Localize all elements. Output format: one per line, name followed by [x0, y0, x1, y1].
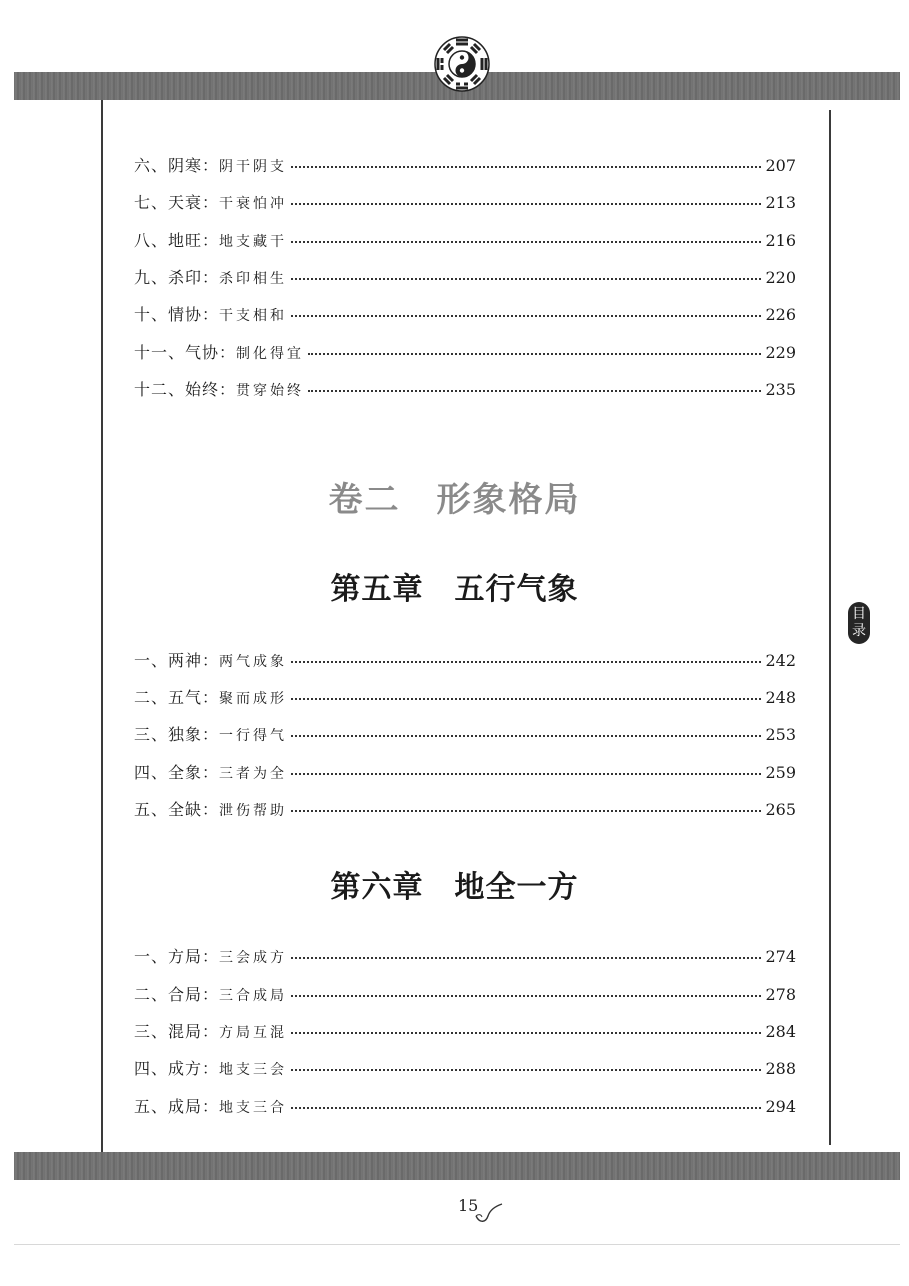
entry-title: 九、杀印： — [134, 268, 220, 287]
entry-title: 十二、始终： — [134, 380, 237, 399]
entry-page-number: 253 — [765, 725, 796, 744]
entry-title: 二、合局： — [134, 985, 220, 1004]
entry-page-number: 248 — [765, 688, 796, 707]
entry-page-number: 274 — [765, 947, 796, 966]
leader-dots — [291, 661, 761, 663]
leader-dots — [291, 241, 761, 243]
swash-ornament-icon — [474, 1202, 504, 1224]
entry-subtitle: 地支三会 — [219, 1062, 288, 1078]
entry-title: 十、情协： — [134, 305, 220, 324]
entry-page-number: 216 — [765, 231, 796, 250]
leader-dots — [291, 698, 761, 700]
entry-page-number: 242 — [765, 651, 796, 670]
entry-title: 一、两神： — [134, 651, 220, 670]
entry-subtitle: 两气成象 — [219, 654, 288, 670]
leader-dots — [291, 1032, 761, 1034]
entry-title: 十一、气协： — [134, 343, 237, 362]
side-tab-toc[interactable] — [848, 602, 870, 644]
toc-entry[interactable] — [134, 797, 796, 823]
entry-subtitle: 三会成方 — [219, 950, 288, 966]
entry-title: 七、天衰： — [134, 193, 220, 212]
entry-subtitle: 泄伤帮助 — [219, 803, 288, 819]
entry-subtitle: 聚而成形 — [219, 691, 288, 707]
toc-entry[interactable] — [134, 1094, 796, 1120]
entry-page-number: 226 — [765, 305, 796, 324]
leader-dots — [291, 203, 761, 205]
page-edge-line — [14, 1244, 900, 1245]
left-margin-rule — [101, 100, 103, 1152]
entry-title: 四、全象： — [134, 763, 220, 782]
toc-entry[interactable] — [134, 377, 796, 403]
entry-subtitle: 干支相和 — [219, 308, 288, 324]
toc-entry[interactable] — [134, 760, 796, 786]
toc-entry[interactable] — [134, 302, 796, 328]
entry-subtitle: 阴干阴支 — [219, 159, 288, 175]
entry-subtitle: 三合成局 — [219, 988, 288, 1004]
toc-entry[interactable] — [134, 648, 796, 674]
entry-page-number: 284 — [765, 1022, 796, 1041]
entry-page-number: 278 — [765, 985, 796, 1004]
leader-dots — [291, 1069, 761, 1071]
leader-dots — [308, 353, 761, 355]
entry-page-number: 207 — [765, 156, 796, 175]
side-tab-char: 录 — [852, 623, 866, 639]
leader-dots — [291, 773, 761, 775]
right-margin-rule — [829, 110, 831, 1145]
entry-page-number: 288 — [765, 1059, 796, 1078]
leader-dots — [291, 1107, 761, 1109]
toc-entry[interactable] — [134, 190, 796, 216]
leader-dots — [291, 166, 761, 168]
volume-heading: 卷二 形象格局 — [328, 480, 581, 520]
entry-title: 一、方局： — [134, 947, 220, 966]
toc-entry[interactable] — [134, 228, 796, 254]
entry-title: 三、独象： — [134, 725, 220, 744]
page-number: 15 — [458, 1196, 479, 1215]
entry-page-number: 235 — [765, 380, 796, 399]
leader-dots — [291, 957, 761, 959]
entry-page-number: 229 — [765, 343, 796, 362]
leader-dots — [291, 735, 761, 737]
taiji-bagua-icon — [434, 36, 490, 92]
toc-entry[interactable] — [134, 340, 796, 366]
entry-title: 八、地旺： — [134, 231, 220, 250]
entry-subtitle: 杀印相生 — [219, 271, 288, 287]
toc-entry[interactable] — [134, 153, 796, 179]
bottom-footer-band — [14, 1152, 900, 1180]
toc-entry[interactable] — [134, 722, 796, 748]
entry-page-number: 213 — [765, 193, 796, 212]
toc-entry[interactable] — [134, 1019, 796, 1045]
entry-title: 四、成方： — [134, 1059, 220, 1078]
entry-title: 三、混局： — [134, 1022, 220, 1041]
entry-page-number: 294 — [765, 1097, 796, 1116]
entry-title: 六、阴寒： — [134, 156, 220, 175]
leader-dots — [291, 315, 761, 317]
leader-dots — [308, 390, 761, 392]
side-tab-char: 目 — [852, 606, 866, 622]
toc-entry[interactable] — [134, 944, 796, 970]
entry-subtitle: 贯穿始终 — [236, 383, 305, 399]
entry-subtitle: 地支三合 — [219, 1100, 288, 1116]
entry-subtitle: 制化得宜 — [236, 346, 305, 362]
leader-dots — [291, 278, 761, 280]
entry-page-number: 265 — [765, 800, 796, 819]
entry-title: 五、全缺： — [134, 800, 220, 819]
entry-subtitle: 干衰怕冲 — [219, 196, 288, 212]
toc-entry[interactable] — [134, 1056, 796, 1082]
entry-title: 五、成局： — [134, 1097, 220, 1116]
toc-entry[interactable] — [134, 685, 796, 711]
entry-subtitle: 三者为全 — [219, 766, 288, 782]
entry-page-number: 259 — [765, 763, 796, 782]
leader-dots — [291, 995, 761, 997]
leader-dots — [291, 810, 761, 812]
entry-page-number: 220 — [765, 268, 796, 287]
entry-subtitle: 方局互混 — [219, 1025, 288, 1041]
entry-subtitle: 地支藏干 — [219, 234, 288, 250]
chapter-heading: 第五章 五行气象 — [330, 572, 579, 607]
toc-entry[interactable] — [134, 982, 796, 1008]
chapter-heading: 第六章 地全一方 — [330, 870, 579, 905]
toc-entry[interactable] — [134, 265, 796, 291]
entry-subtitle: 一行得气 — [219, 728, 288, 744]
entry-title: 二、五气： — [134, 688, 220, 707]
